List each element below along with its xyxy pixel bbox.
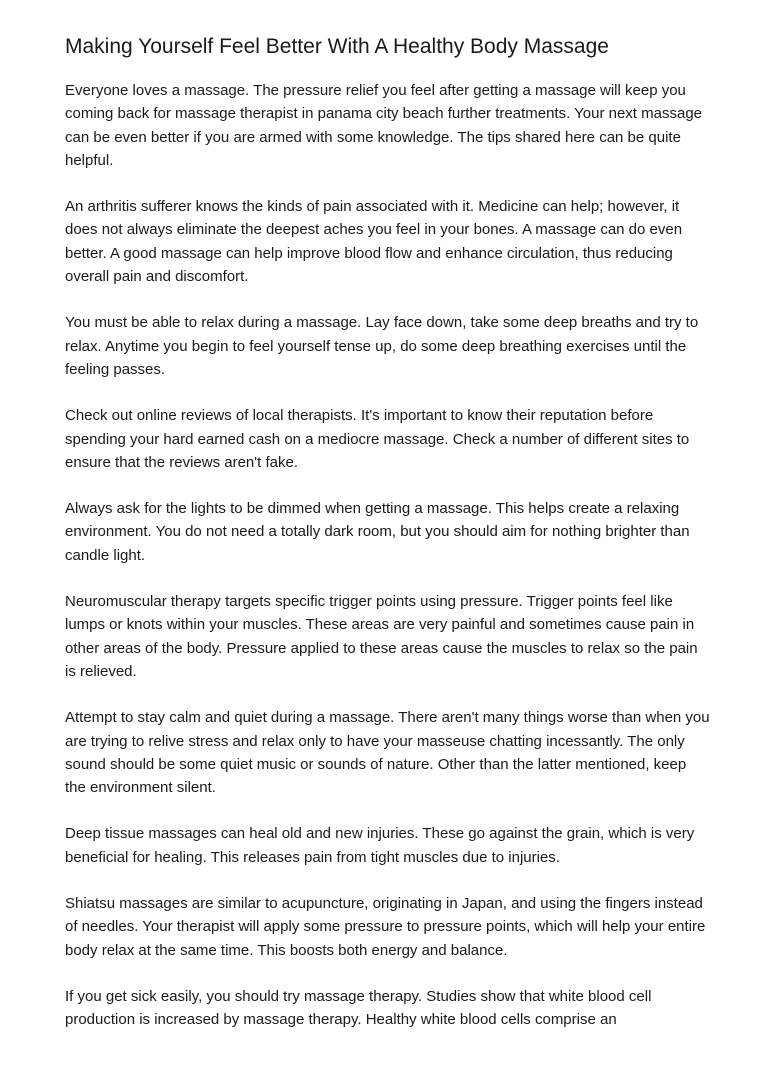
paragraph-9: Shiatsu massages are similar to acupuncture, originating in Japan, and using the fingers instead of needles. Your therapist will apply some pressure to pressure points, which will help your entire body relax at the same time. This boosts both energy and balance.	[65, 895, 706, 959]
paragraph-1: Everyone loves a massage. The pressure relief you feel after getting a massage will keep you coming back for massage therapist in panama city beach further treatments. Your next massage can be even better if you are armed with some knowledge. The tips shared here can be quite helpful.	[65, 82, 703, 169]
paragraph-3: You must be able to relax during a massage. Lay face down, take some deep breaths and try to relax. Anytime you begin to feel yourself tense up, do some deep breathing exercises until the feeling passes.	[65, 314, 699, 378]
paragraph-10: If you get sick easily, you should try massage therapy. Studies show that white blood cell production is increased by massage therapy. Healthy white blood cells comprise an	[65, 987, 652, 1029]
paragraph-5: Always ask for the lights to be dimmed when getting a massage. This helps create a relaxing environment. You do not need a totally dark room, but you should aim for nothing brighter than candle light.	[65, 500, 690, 564]
paragraph-7: Attempt to stay calm and quiet during a massage. There aren't many things worse than when you are trying to relive stress and relax only to have your masseuse chatting incessantly. The only sound should be some quiet music or sounds of nature. Other than the latter mentioned, keep the environment silent.	[65, 709, 710, 797]
paragraph-6: Neuromuscular therapy targets specific trigger points using pressure. Trigger points feel like lumps or knots within your muscles. These areas are very painful and sometimes cause pain in other areas of the body. Pressure applied to these areas cause the muscles to relax so the pain is relieved.	[65, 593, 698, 680]
paragraph-2: An arthritis sufferer knows the kinds of pain associated with it. Medicine can help; however, it does not always eliminate the deepest aches you feel in your bones. A massage can do even better. A good massage can help improve blood flow and enhance circulation, thus reducing overall pain and discomfort.	[65, 198, 683, 286]
paragraph-4: Check out online reviews of local therapists. It's important to know their reputation before spending your hard earned cash on a mediocre massage. Check a number of different sites to ensure that the reviews aren't fake.	[65, 407, 690, 471]
page-title: Making Yourself Feel Better With A Healthy Body Massage	[65, 35, 609, 58]
paragraph-8: Deep tissue massages can heal old and new injuries. These go against the grain, which is very beneficial for healing. This releases pain from tight muscles due to injuries.	[65, 825, 695, 866]
document-body	[65, 79, 710, 1032]
